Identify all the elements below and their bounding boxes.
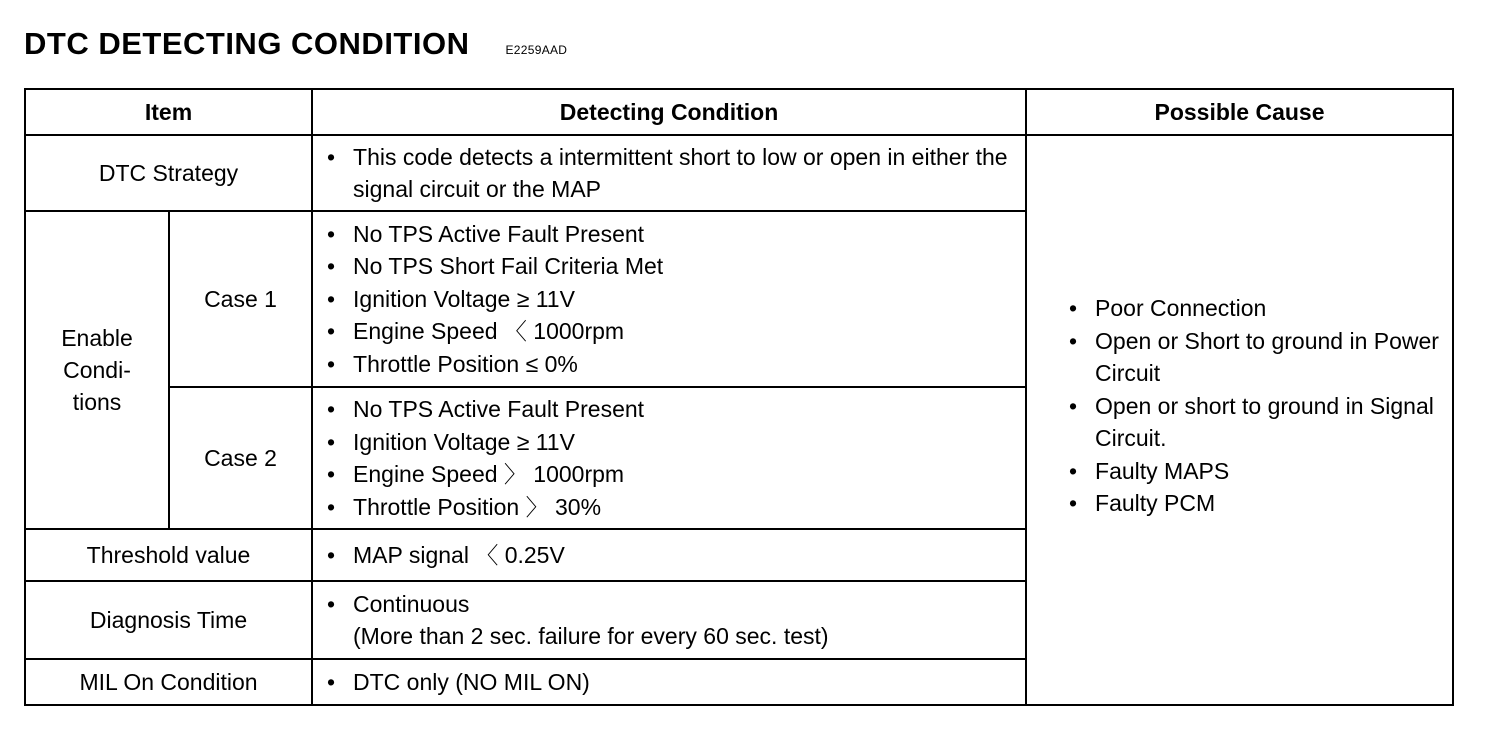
item-dtc-strategy: DTC Strategy [25, 135, 312, 211]
condition-item: • Engine Speed 〉 1000rpm [353, 458, 1015, 491]
condition-item: • Throttle Position ≤ 0% [353, 348, 1015, 381]
condition-item: • No TPS Short Fail Criteria Met [353, 250, 1015, 283]
cause-item: • Open or short to ground in Signal Circuit. [1095, 390, 1442, 455]
cause-item: • Faulty PCM [1095, 487, 1442, 520]
condition-cell-case2 [312, 387, 1026, 529]
header-cause: Possible Cause [1026, 89, 1453, 135]
condition-note: (More than 2 sec. failure for every 60 sec. test) [353, 623, 829, 649]
condition-cell-case1 [312, 211, 1026, 387]
condition-item: • This code detects a intermittent short to low or open in either the signal circuit or the MAP [353, 141, 1015, 206]
title-block [24, 26, 567, 62]
condition-item: • MAP signal 〈 0.25V [353, 539, 1015, 572]
cause-item: • Open or Short to ground in Power Circuit [1095, 325, 1442, 390]
item-mil-on-condition: MIL On Condition [25, 659, 312, 705]
condition-cell-strategy [312, 135, 1026, 211]
condition-item: • Ignition Voltage ≥ 11V [353, 426, 1015, 459]
condition-item: • No TPS Active Fault Present [353, 218, 1015, 251]
header-item: Item [25, 89, 312, 135]
case1-label: Case 1 [169, 211, 312, 387]
cause-item: • Poor Connection [1095, 292, 1442, 325]
condition-item: • No TPS Active Fault Present [353, 393, 1015, 426]
enable-line: tions [72, 389, 122, 415]
condition-cell-threshold [312, 529, 1026, 581]
condition-item: • DTC only (NO MIL ON) [353, 666, 1015, 699]
enable-line: Condi- [63, 357, 131, 383]
condition-item: • Throttle Position 〉 30% [353, 491, 1015, 524]
page-title: DTC DETECTING CONDITION [24, 26, 470, 61]
header-condition: Detecting Condition [312, 89, 1026, 135]
condition-cell-diagnosis [312, 581, 1026, 659]
possible-cause-cell [1026, 135, 1453, 705]
case2-label: Case 2 [169, 387, 312, 529]
condition-item: • Ignition Voltage ≥ 11V [353, 283, 1015, 316]
item-enable-conditions [25, 211, 169, 529]
table-header-row [25, 89, 1453, 135]
item-threshold-value: Threshold value [25, 529, 312, 581]
document-code: E2259AAD [505, 43, 568, 57]
item-diagnosis-time: Diagnosis Time [25, 581, 312, 659]
enable-line: Enable [61, 325, 133, 351]
condition-item: • Engine Speed 〈 1000rpm [353, 315, 1015, 348]
cause-item: • Faulty MAPS [1095, 455, 1442, 488]
table-row-strategy [25, 135, 1453, 211]
condition-cell-mil [312, 659, 1026, 705]
dtc-table [24, 88, 1454, 706]
condition-item: • Continuous [353, 588, 1015, 621]
